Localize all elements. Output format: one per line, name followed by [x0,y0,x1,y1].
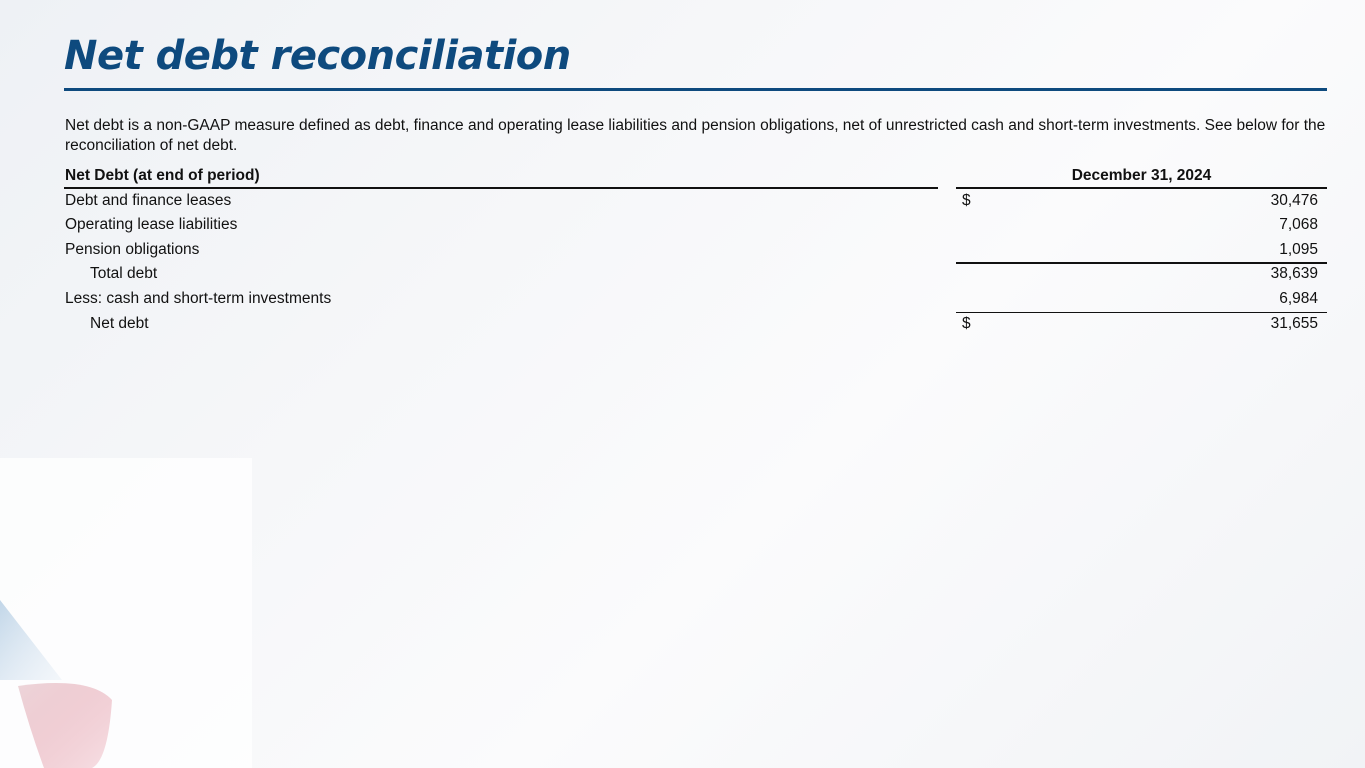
intro-paragraph: Net debt is a non-GAAP measure defined as debt, finance and operating lease liabilities and pension obligations, net of unrestricted cash and short-term investments. See below for the reconciliation of net debt. [65,117,1326,154]
net-debt-table [64,164,1327,336]
row-label: Total debt [90,265,158,283]
title-divider [64,88,1327,91]
row-value: 1,095 [1279,240,1318,258]
table-row [64,213,1327,238]
table-row [64,238,1327,263]
table-header-row [64,164,1327,189]
table-row-total [64,312,1327,337]
row-value: 30,476 [1270,191,1318,209]
row-label: Net debt [90,314,149,332]
row-value: 6,984 [1279,289,1318,307]
row-value: 31,655 [1270,314,1318,332]
header-period: December 31, 2024 [1071,167,1212,184]
table-row [64,287,1327,312]
row-currency: $ [962,191,971,209]
row-label: Debt and finance leases [65,191,232,209]
header-label: Net Debt (at end of period) [65,167,260,184]
table-row-subtotal [64,262,1327,287]
row-currency: $ [962,314,971,332]
row-label: Operating lease liabilities [65,216,238,234]
row-value: 38,639 [1270,265,1318,283]
row-label: Less: cash and short-term investments [65,289,332,307]
row-value: 7,068 [1279,216,1318,234]
table-row [64,189,1327,214]
page-title: Net debt reconciliation [64,33,571,79]
row-label: Pension obligations [65,240,200,258]
